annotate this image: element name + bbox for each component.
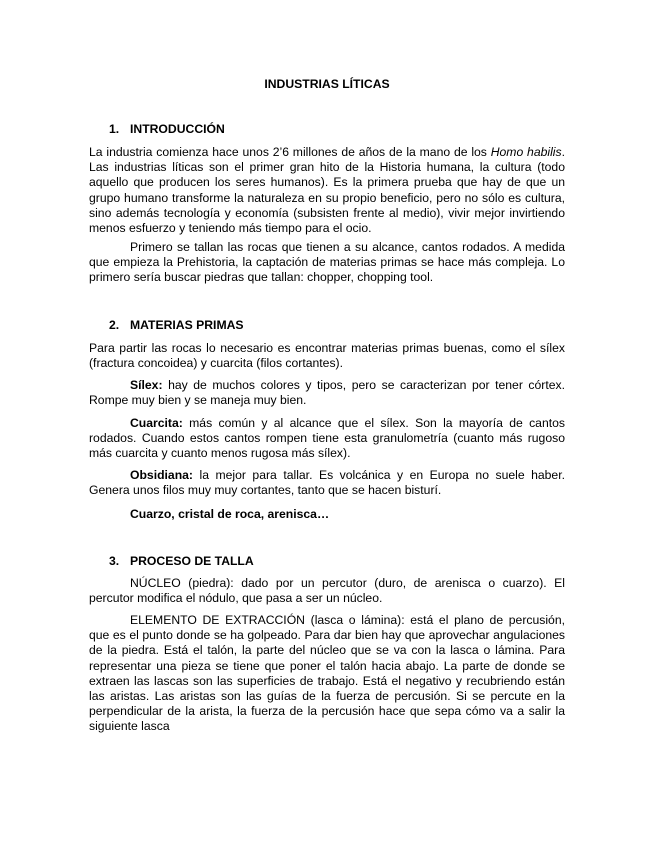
- document-title: INDUSTRIAS LÍTICAS: [264, 77, 390, 91]
- section-title: MATERIAS PRIMAS: [130, 318, 244, 332]
- term-label: Obsidiana:: [130, 468, 193, 482]
- cuarcita-paragraph: [89, 416, 565, 462]
- section-title: PROCESO DE TALLA: [130, 554, 254, 568]
- section-heading-materias-primas: [109, 318, 244, 333]
- text-run: más común y al alcance que el sílex. Son la mayoría de cantos rodados. Cuando estos cantos rompen tiene esta granulometría (cuanto más rugoso más cuarcita y cuanto menos rugosa más sílex).: [89, 416, 565, 461]
- text-run: La industria comienza hace unos 2’6 millones de años de la mano de los: [89, 145, 491, 159]
- materias-intro-paragraph: Para partir las rocas lo necesario es encontrar materias primas buenas, como el sílex (fractura concoidea) y cuarcita (filos cortantes).: [89, 341, 565, 371]
- intro-paragraph-1: [89, 145, 565, 236]
- section-number: 3.: [109, 554, 120, 568]
- section-number: 2.: [109, 318, 120, 332]
- text-run: . Las industrias líticas son el primer gran hito de la Historia humana, la cultura (todo aquello que producen los seres humanos). Es la primera prueba que hay de que un grupo humano transforme la naturaleza en su propio beneficio, pero no sólo es cultura, sino además tecnología y economía (subsisten frente al medio), vivir mejor invirtiendo menos esfuerzo y teniendo más tiempo para el ocio.: [89, 145, 565, 236]
- intro-paragraph-2: Primero se tallan las rocas que tienen a su alcance, cantos rodados. A medida que empieza la Prehistoria, la captación de materias primas se hace más compleja. Lo primero sería buscar piedras que tallan: chopper, chopping tool.: [89, 240, 565, 285]
- section-heading-introduccion: [109, 122, 225, 137]
- italic-term: Homo habilis: [490, 145, 562, 159]
- term-label: Sílex:: [130, 378, 163, 392]
- text-run: la mejor para tallar. Es volcánica y en Europa no suele haber. Genera unos filos muy muy cortantes, tanto que se hacen bisturí.: [89, 468, 565, 498]
- nucleo-paragraph: NÚCLEO (piedra): dado por un percutor (duro, de arenisca o cuarzo). El percutor modifica el nódulo, que pasa a ser un núcleo.: [89, 576, 565, 606]
- text-run: hay de muchos colores y tipos, pero se caracterizan por tener córtex. Rompe muy bien y se maneja muy bien.: [89, 378, 565, 408]
- term-label: Cuarcita:: [130, 416, 183, 430]
- other-materials-line: Cuarzo, cristal de roca, arenisca…: [130, 507, 330, 521]
- silex-paragraph: [89, 378, 565, 408]
- section-heading-proceso-de-talla: [109, 554, 254, 569]
- section-number: 1.: [109, 122, 120, 136]
- section-title: INTRODUCCIÓN: [130, 122, 225, 136]
- obsidiana-paragraph: [89, 468, 565, 498]
- elemento-extraccion-paragraph: ELEMENTO DE EXTRACCIÓN (lasca o lámina): está el plano de percusión, que es el punto donde se ha golpeado. Para dar bien hay que aprovechar angulaciones de la piedra. Está el talón, la parte del núcleo que se va con la lasca o lámina. Para representar una pieza se tiene que poner el talón hacia abajo. La parte de donde se extraen las lascas son las superficies de trabajo. Está el negativo y recubriendo están las aristas. Las aristas son las guías de la fuerza de percusión. Si se percute en la perpendicular de la arista, la fuerza de la percusión hace que sepa cómo va a salir la siguiente lasca: [89, 613, 565, 734]
